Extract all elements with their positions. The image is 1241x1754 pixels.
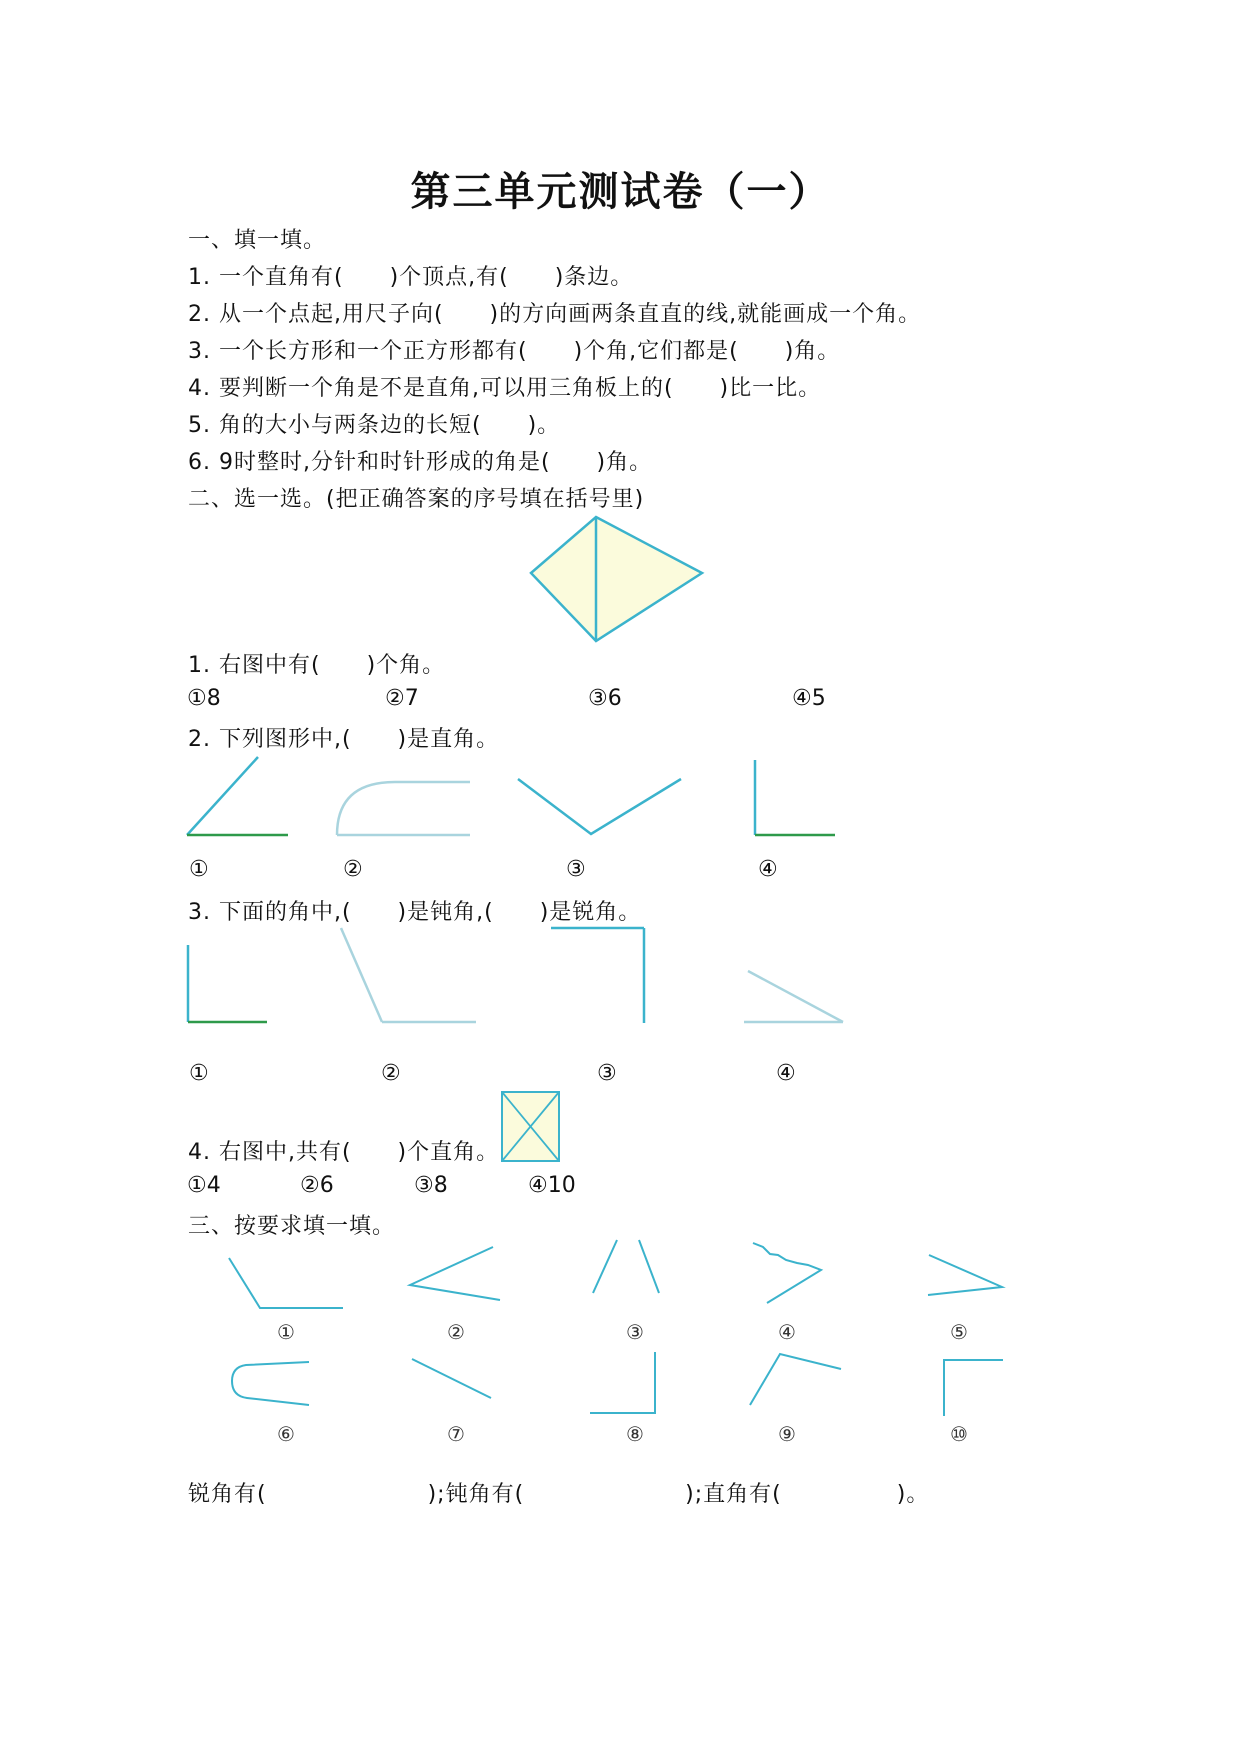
q3-label-3: ③ bbox=[597, 1061, 617, 1086]
q2-text: 2. 下列图形中,( )是直角。 bbox=[188, 727, 500, 752]
q2-figure-1 bbox=[187, 757, 288, 835]
s3-label-1: ① bbox=[277, 1320, 295, 1344]
section2-heading: 二、选一选。(把正确答案的序号填在括号里) bbox=[188, 487, 645, 512]
section3-answer-line: 锐角有( );钝角有( );直角有( )。 bbox=[188, 1482, 930, 1507]
s3-figure-7 bbox=[412, 1359, 491, 1398]
s3-label-7: ⑦ bbox=[447, 1422, 465, 1446]
s3-label-6: ⑥ bbox=[277, 1422, 295, 1446]
s3-figure-3 bbox=[593, 1240, 617, 1293]
s3-figure-8 bbox=[590, 1352, 655, 1413]
q3-label-4: ④ bbox=[776, 1061, 796, 1086]
section1-item-5: 5. 角的大小与两条边的长短( )。 bbox=[188, 413, 561, 438]
s3-figure-9 bbox=[750, 1354, 841, 1405]
q3-label-2: ② bbox=[381, 1061, 401, 1086]
section1-item-3: 3. 一个长方形和一个正方形都有( )个角,它们都是( )角。 bbox=[188, 339, 841, 364]
s3-figure-4 bbox=[753, 1243, 821, 1303]
q2-figure-4 bbox=[755, 760, 835, 835]
section1-item-2: 2. 从一个点起,用尺子向( )的方向画两条直直的线,就能画成一个角。 bbox=[188, 302, 922, 327]
q1-text: 1. 右图中有( )个角。 bbox=[188, 653, 446, 678]
s3-label-9: ⑨ bbox=[778, 1422, 796, 1446]
q1-option-1: ①8 bbox=[187, 686, 221, 711]
page-title: 第三单元测试卷（一） bbox=[410, 168, 831, 215]
section3-heading: 三、按要求填一填。 bbox=[188, 1214, 396, 1239]
q1-option-2: ②7 bbox=[385, 686, 419, 711]
section1-heading: 一、填一填。 bbox=[188, 228, 327, 253]
q4-square-figure bbox=[502, 1092, 559, 1161]
s3-figure-2 bbox=[410, 1247, 500, 1300]
s3-figure-6 bbox=[232, 1362, 309, 1405]
s3-label-10: ⑩ bbox=[950, 1422, 968, 1446]
q3-figure-3 bbox=[551, 928, 644, 1023]
s3-figure-5 bbox=[928, 1255, 1002, 1295]
q4-option-4: ④10 bbox=[528, 1173, 576, 1198]
s3-figure-10 bbox=[944, 1360, 1003, 1416]
q3-figure-1 bbox=[188, 945, 267, 1022]
section1-item-4: 4. 要判断一个角是不是直角,可以用三角板上的( )比一比。 bbox=[188, 376, 822, 401]
q4-option-3: ③8 bbox=[414, 1173, 448, 1198]
q4-option-2: ②6 bbox=[300, 1173, 334, 1198]
section1-item-1: 1. 一个直角有( )个顶点,有( )条边。 bbox=[188, 265, 634, 290]
q2-figure-3 bbox=[518, 779, 681, 834]
section1-item-6: 6. 9时整时,分针和时针形成的角是( )角。 bbox=[188, 450, 653, 475]
q4-text: 4. 右图中,共有( )个直角。 bbox=[188, 1140, 500, 1165]
q4-option-1: ①4 bbox=[187, 1173, 221, 1198]
s3-label-8: ⑧ bbox=[626, 1422, 644, 1446]
q2-label-2: ② bbox=[343, 857, 363, 882]
q2-label-4: ④ bbox=[758, 857, 778, 882]
s3-label-3: ③ bbox=[626, 1320, 644, 1344]
q3-figure-2 bbox=[341, 928, 476, 1022]
s3-label-4: ④ bbox=[778, 1320, 796, 1344]
q2-label-1: ① bbox=[189, 857, 209, 882]
s3-figure-1 bbox=[229, 1258, 343, 1308]
s3-label-2: ② bbox=[447, 1320, 465, 1344]
q1-option-3: ③6 bbox=[588, 686, 622, 711]
q3-label-1: ① bbox=[189, 1061, 209, 1086]
q2-figure-2 bbox=[337, 782, 470, 835]
q3-text: 3. 下面的角中,( )是钝角,( )是锐角。 bbox=[188, 900, 642, 925]
s3-figure-3b bbox=[639, 1240, 659, 1293]
q1-option-4: ④5 bbox=[792, 686, 826, 711]
q2-label-3: ③ bbox=[566, 857, 586, 882]
q3-figure-4 bbox=[744, 971, 843, 1022]
s3-label-5: ⑤ bbox=[950, 1320, 968, 1344]
